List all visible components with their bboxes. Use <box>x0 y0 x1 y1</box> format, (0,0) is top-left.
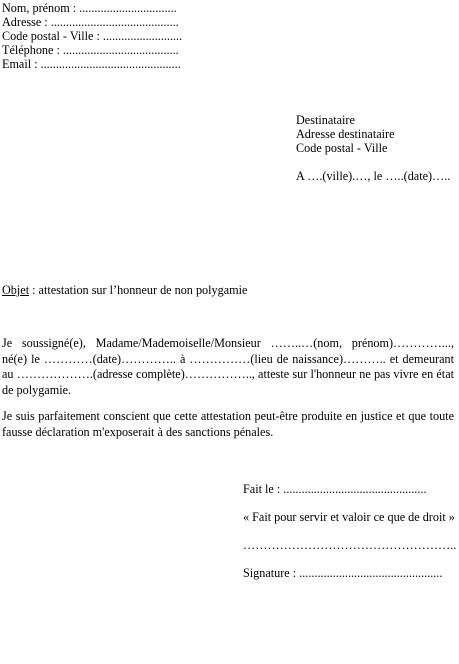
subject-label: Objet <box>2 283 30 297</box>
signature-label: Signature : ............................................... <box>243 566 443 580</box>
subject-text: : attestation sur l’honneur de non polygamie <box>29 283 248 297</box>
subject-line <box>2 283 247 299</box>
sender-postal-city: Code postal - Ville : .......................... <box>2 29 183 43</box>
sender-email: Email : .............................................. <box>2 57 181 71</box>
sender-name: Nom, prénom : ................................ <box>2 1 177 15</box>
sender-phone: Téléphone : ...................................... <box>2 43 179 57</box>
body-paragraph-1: Je soussigné(e), Madame/Mademoiselle/Monsieur ……..…(nom, prénom)…………..., né(e) le …………(date)………….. à ……………(lieu de naissance)……….. et demeurant au ……………….(adresse complète)…………….., atteste sur l'honneur ne pas vivre en état de polygamie. <box>2 336 454 397</box>
body-paragraph-2: Je suis parfaitement conscient que cette attestation peut-être produite en justice et que toute fausse déclaration m'exposerait à des sanctions pénales. <box>2 409 454 439</box>
dotted-line: …………………………………………….. <box>243 538 457 552</box>
closing-formula: « Fait pour servir et valoir ce que de droit » <box>243 510 455 524</box>
recipient-postal-city: Code postal - Ville <box>296 141 388 155</box>
done-at: Fait le : ............................................... <box>243 482 427 496</box>
place-date: A ….(ville).…, le …..(date)….. <box>296 169 451 183</box>
recipient-address: Adresse destinataire <box>296 127 395 141</box>
recipient-name: Destinataire <box>296 113 355 127</box>
sender-address: Adresse : .......................................... <box>2 15 179 29</box>
